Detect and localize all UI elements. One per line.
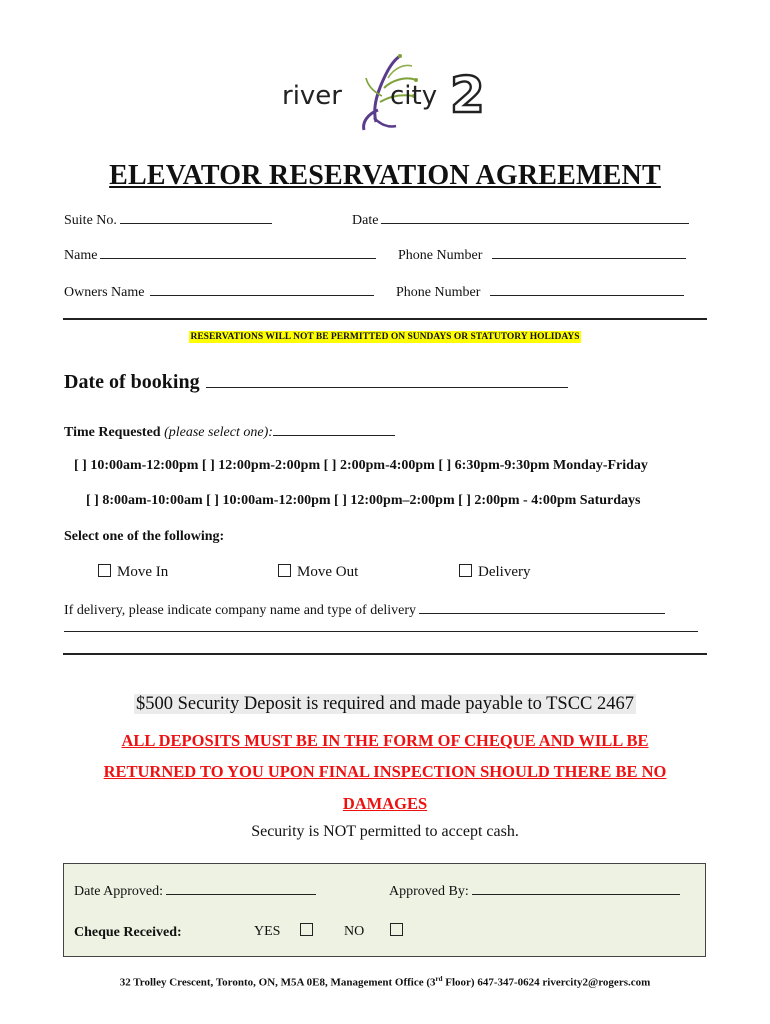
time-hint: (please select one): [164, 425, 273, 440]
holiday-notice [0, 332, 770, 342]
time-requested [64, 422, 395, 441]
footer-sup: rd [435, 975, 443, 983]
cheque-yes-checkbox[interactable] [300, 923, 313, 936]
footer-text-part2: Floor) 647-347-0624 rivercity2@rogers.com [442, 976, 651, 989]
date-label: Date [352, 213, 379, 228]
date-approved-input[interactable] [166, 881, 316, 895]
suite-input[interactable] [120, 210, 272, 224]
delivery-label: Delivery [478, 564, 531, 580]
office-approval-box [63, 863, 706, 957]
name-field [64, 245, 376, 264]
approved-by-field [389, 881, 680, 900]
approved-by-label: Approved By: [389, 884, 469, 899]
time-label: Time Requested [64, 425, 161, 440]
option-move-in[interactable] [98, 564, 168, 581]
move-out-label: Move Out [297, 564, 359, 580]
date-field [352, 210, 689, 229]
phone2-field [396, 282, 684, 301]
cheque-yes-label: YES [254, 924, 281, 939]
cheque-warning-line3: DAMAGES [342, 794, 428, 813]
delivery-details-field [64, 600, 665, 619]
delivery-details-label: If delivery, please indicate company name and type of delivery [64, 603, 417, 618]
cheque-no-option[interactable] [344, 923, 409, 940]
deposit-statement-text: $500 Security Deposit is required and made payable to TSCC 2467 [135, 694, 635, 714]
move-in-label: Move In [117, 564, 169, 580]
delivery-details-line2[interactable] [64, 631, 698, 632]
saturday-slots[interactable]: [ ] 8:00am-10:00am [ ] 10:00am-12:00pm [ ] 12:00pm–2:00pm [ ] 2:00pm - 4:00pm Saturdays [86, 493, 641, 508]
suite-field [64, 210, 272, 229]
owners-input[interactable] [150, 282, 374, 296]
select-label: Select one of the following: [64, 529, 225, 544]
cheque-warning-line1: ALL DEPOSITS MUST BE IN THE FORM OF CHEQUE AND WILL BE [121, 731, 649, 750]
phone2-label: Phone Number [396, 285, 481, 300]
holiday-notice-text: RESERVATIONS WILL NOT BE PERMITTED ON SUNDAYS OR STATUTORY HOLIDAYS [190, 332, 580, 342]
deposit-statement [0, 694, 770, 715]
weekday-slots[interactable]: [ ] 10:00am-12:00pm [ ] 12:00pm-2:00pm [ ] 2:00pm-4:00pm [ ] 6:30pm-9:30pm Monday-Friday [74, 458, 648, 473]
phone-label: Phone Number [398, 248, 483, 263]
date-input[interactable] [381, 210, 689, 224]
cheque-no-checkbox[interactable] [390, 923, 403, 936]
approved-by-input[interactable] [472, 881, 680, 895]
logo-numeral: 2 [450, 66, 485, 124]
owners-label: Owners Name [64, 285, 145, 300]
logo-word-river: river [282, 81, 342, 111]
cheque-yes-option[interactable] [254, 923, 319, 940]
page-title: ELEVATOR RESERVATION AGREEMENT [109, 160, 661, 191]
date-approved-label: Date Approved: [74, 884, 164, 899]
suite-label: Suite No. [64, 213, 117, 228]
date-approved-field [74, 881, 316, 900]
owners-field [64, 282, 374, 301]
cheque-received-label: Cheque Received: [74, 925, 182, 940]
divider-top [63, 318, 707, 320]
booking-field [64, 369, 568, 394]
delivery-details-input[interactable] [419, 600, 665, 614]
cheque-warning-line2: RETURNED TO YOU UPON FINAL INSPECTION SHOULD THERE BE NO [103, 762, 667, 781]
phone2-input[interactable] [490, 282, 684, 296]
logo-word-city: city [390, 81, 438, 111]
rivercity2-logo [280, 52, 495, 132]
option-delivery[interactable] [459, 564, 530, 581]
cash-note: Security is NOT permitted to accept cash. [251, 823, 519, 840]
option-move-out[interactable] [278, 564, 358, 581]
phone-input[interactable] [492, 245, 686, 259]
divider-bottom [63, 653, 707, 655]
phone-field [398, 245, 686, 264]
cheque-no-label: NO [344, 924, 365, 939]
footer-text-part1: 32 Trolley Crescent, Toronto, ON, M5A 0E8, Management Office (3 [119, 976, 436, 989]
delivery-checkbox[interactable] [459, 564, 472, 577]
footer-address [0, 975, 770, 989]
name-input[interactable] [100, 245, 376, 259]
booking-label: Date of booking [64, 371, 200, 393]
name-label: Name [64, 248, 98, 263]
time-input[interactable] [273, 422, 395, 436]
booking-date-input[interactable] [206, 369, 568, 388]
move-in-checkbox[interactable] [98, 564, 111, 577]
move-out-checkbox[interactable] [278, 564, 291, 577]
